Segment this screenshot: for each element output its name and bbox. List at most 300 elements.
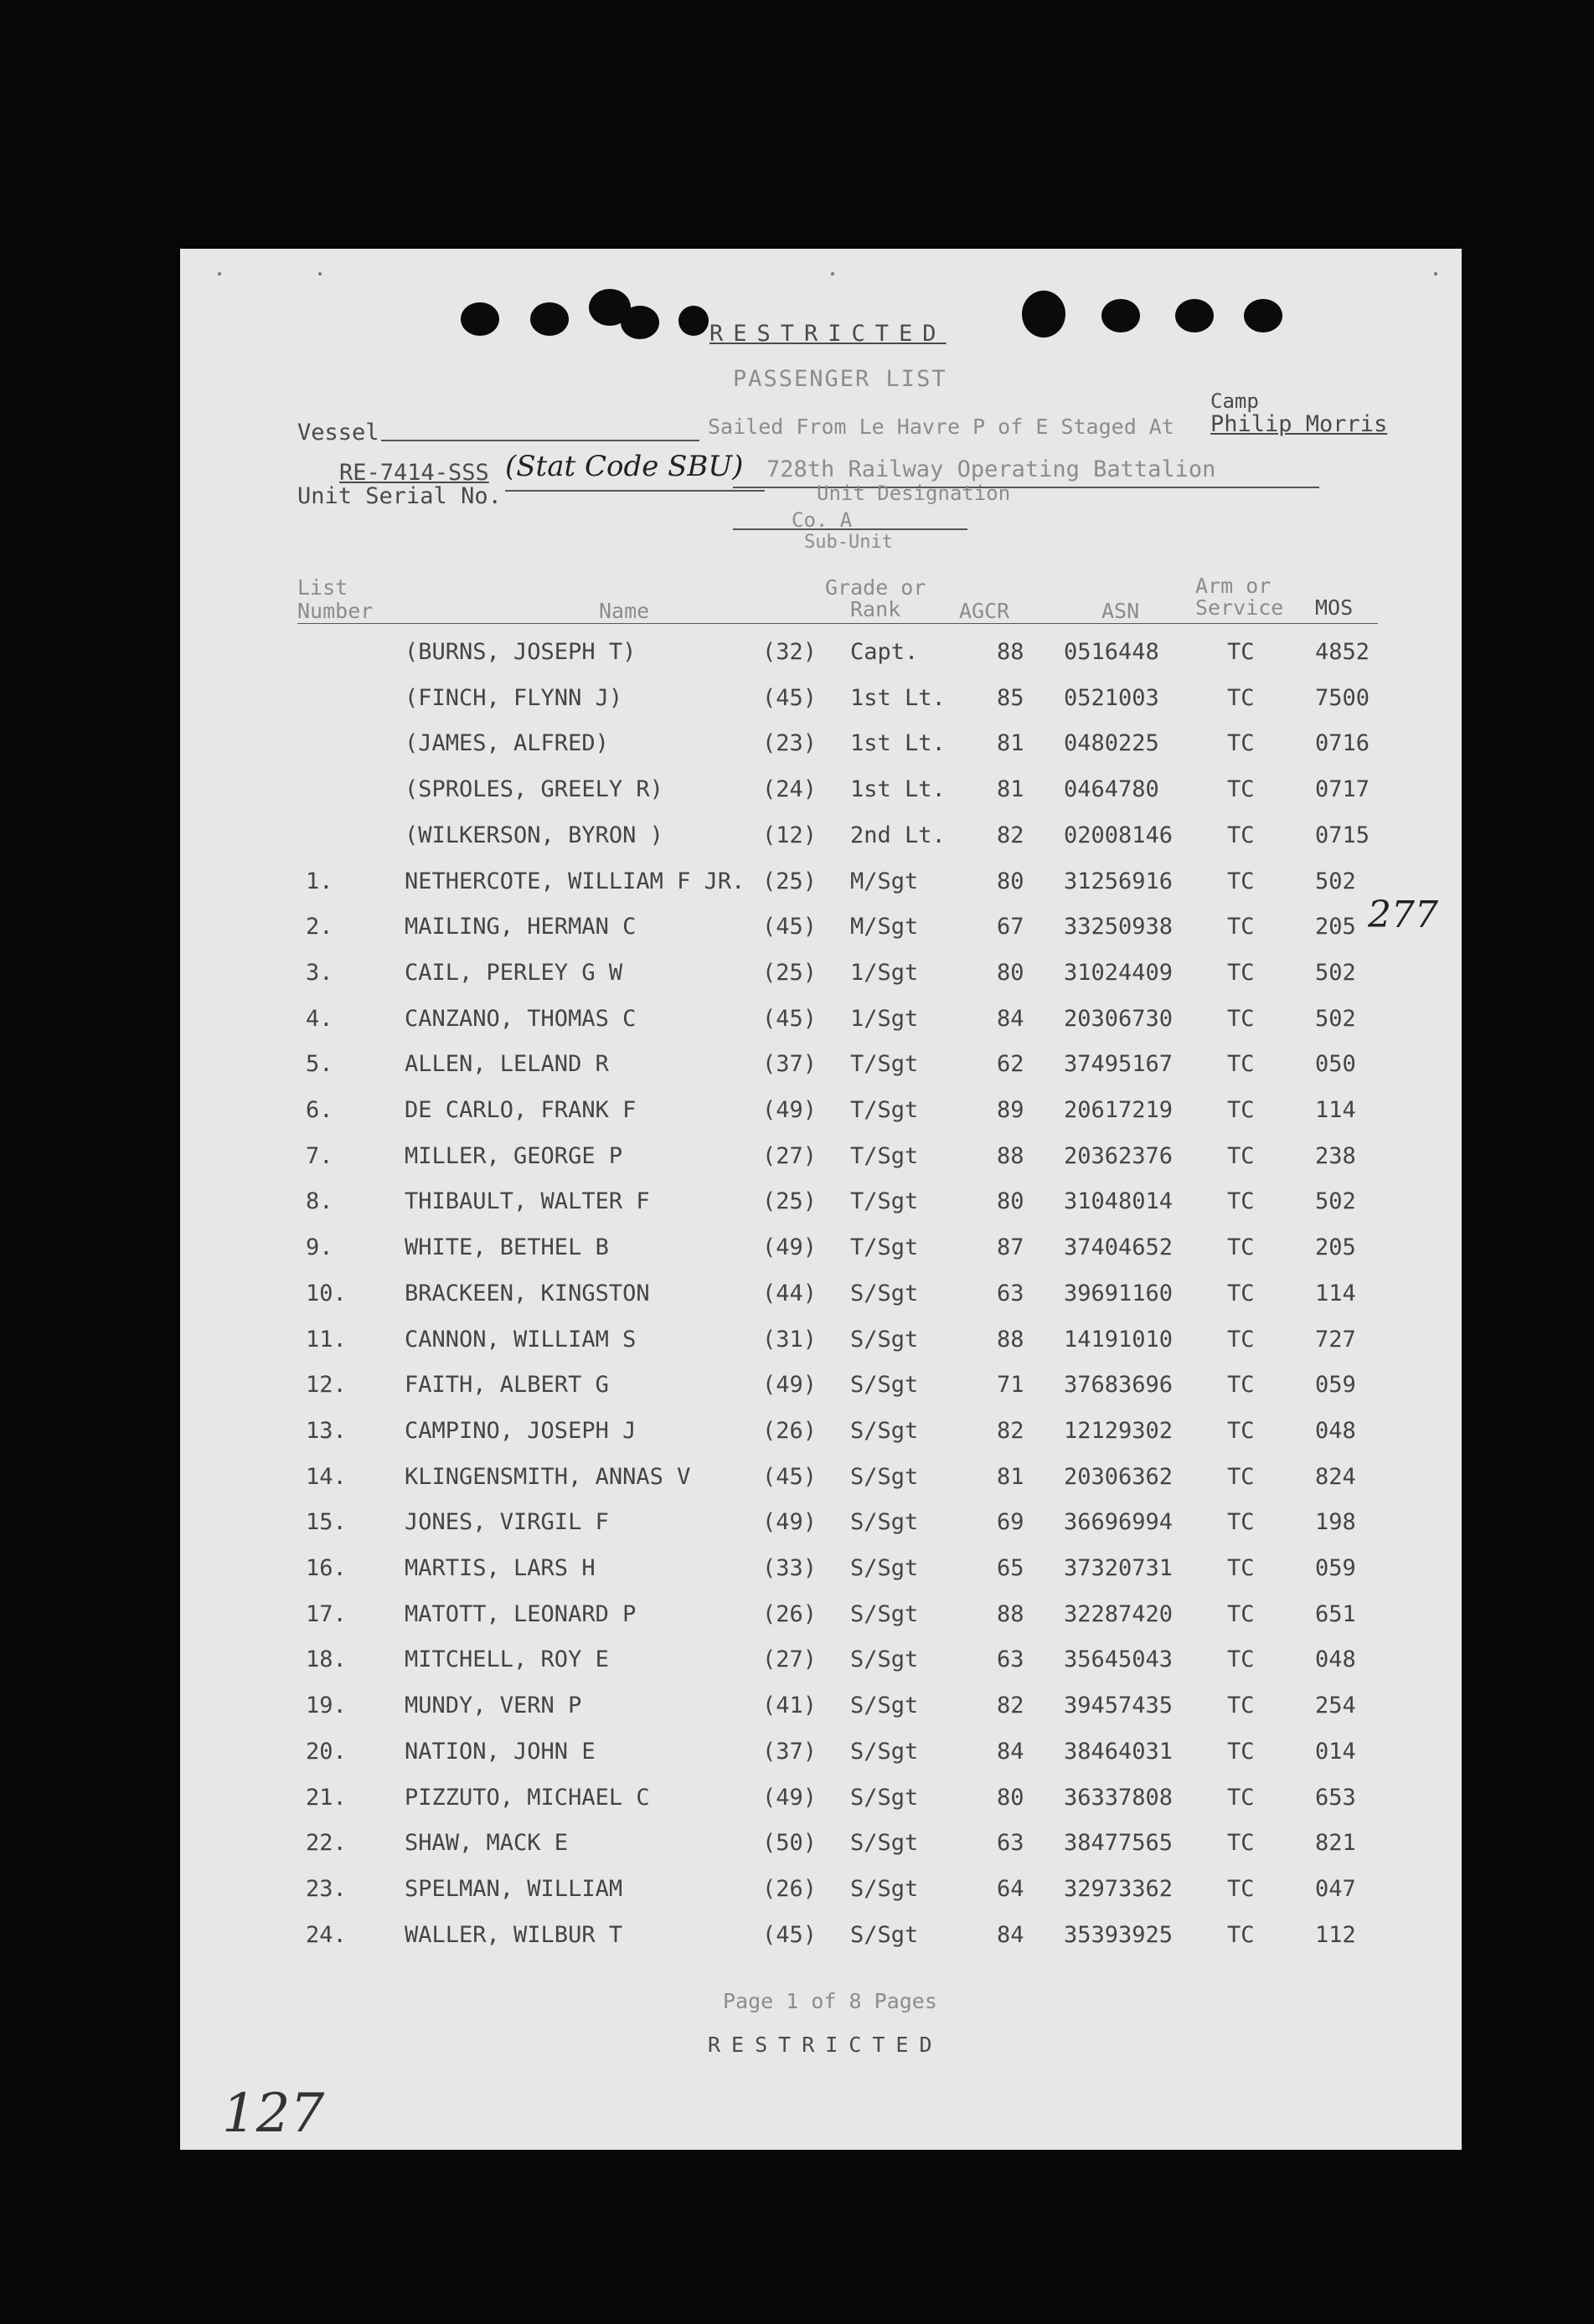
row-rank: Capt.	[850, 639, 919, 665]
row-age: (49)	[762, 1234, 818, 1261]
row-name: BRACKEEN, KINGSTON	[405, 1280, 650, 1306]
row-asn: 38464031	[1064, 1738, 1174, 1765]
row-arm: TC	[1227, 914, 1255, 940]
row-asn: 37495167	[1064, 1051, 1174, 1078]
row-arm: TC	[1227, 1784, 1255, 1811]
stat-code-underline	[505, 490, 765, 492]
row-age: (45)	[762, 1463, 818, 1490]
row-list-number: 19.	[306, 1693, 347, 1719]
row-mos: 0715	[1315, 822, 1370, 848]
row-agcr: 63	[997, 1646, 1024, 1673]
restricted-header: RESTRICTED	[709, 321, 947, 347]
row-mos: 821	[1315, 1830, 1356, 1857]
sub-unit-line	[733, 528, 967, 530]
table-row	[180, 1418, 1462, 1461]
row-asn: 14191010	[1064, 1326, 1174, 1353]
punch-hole	[1244, 299, 1282, 332]
row-rank: S/Sgt	[850, 1875, 919, 1902]
row-name: PIZZUTO, MICHAEL C	[405, 1784, 650, 1811]
row-name: CAIL, PERLEY G W	[405, 959, 623, 986]
row-rank: S/Sgt	[850, 1646, 919, 1673]
row-arm: TC	[1227, 1097, 1255, 1123]
row-agcr: 67	[997, 914, 1024, 940]
row-age: (45)	[762, 684, 818, 711]
row-arm: TC	[1227, 1830, 1255, 1857]
row-agcr: 80	[997, 1784, 1024, 1811]
row-rank: S/Sgt	[850, 1372, 919, 1399]
vessel-line	[381, 440, 699, 441]
table-row	[180, 960, 1462, 1003]
row-rank: S/Sgt	[850, 1693, 919, 1719]
row-agcr: 65	[997, 1555, 1024, 1581]
row-age: (45)	[762, 1005, 818, 1032]
table-row	[180, 1876, 1462, 1919]
row-agcr: 62	[997, 1051, 1024, 1078]
row-list-number: 12.	[306, 1372, 347, 1399]
row-rank: T/Sgt	[850, 1051, 919, 1078]
row-agcr: 82	[997, 1417, 1024, 1444]
row-agcr: 89	[997, 1097, 1024, 1123]
row-arm: TC	[1227, 1600, 1255, 1627]
row-asn: 31048014	[1064, 1188, 1174, 1215]
row-arm: TC	[1227, 868, 1255, 894]
row-asn: 33250938	[1064, 914, 1174, 940]
row-rank: M/Sgt	[850, 914, 919, 940]
row-mos: 014	[1315, 1738, 1356, 1765]
row-agcr: 88	[997, 1326, 1024, 1353]
row-list-number: 9.	[306, 1234, 333, 1261]
table-row	[180, 1646, 1462, 1690]
punch-hole	[621, 306, 659, 339]
row-arm: TC	[1227, 1693, 1255, 1719]
row-asn: 0480225	[1064, 730, 1159, 757]
list-title: PASSENGER LIST	[733, 366, 947, 392]
row-age: (12)	[762, 822, 818, 848]
row-arm: TC	[1227, 730, 1255, 757]
row-asn: 35393925	[1064, 1921, 1174, 1948]
row-mos: 047	[1315, 1875, 1356, 1902]
table-row	[180, 776, 1462, 820]
row-mos: 502	[1315, 959, 1356, 986]
row-name: MATOTT, LEONARD P	[405, 1600, 637, 1627]
row-list-number: 15.	[306, 1509, 347, 1536]
row-list-number: 5.	[306, 1051, 333, 1078]
row-age: (26)	[762, 1417, 818, 1444]
row-rank: S/Sgt	[850, 1417, 919, 1444]
row-list-number: 24.	[306, 1921, 347, 1948]
row-list-number: 10.	[306, 1280, 347, 1306]
row-asn: 0516448	[1064, 639, 1159, 665]
row-name: DE CARLO, FRANK F	[405, 1097, 637, 1123]
row-asn: 39691160	[1064, 1280, 1174, 1306]
row-arm: TC	[1227, 1234, 1255, 1261]
paper-speck	[218, 272, 221, 276]
row-asn: 32973362	[1064, 1875, 1174, 1902]
row-rank: 1st Lt.	[850, 684, 946, 711]
table-row	[180, 1922, 1462, 1966]
unit-name: 728th Railway Operating Battalion	[766, 456, 1216, 482]
row-arm: TC	[1227, 1646, 1255, 1673]
row-arm: TC	[1227, 1280, 1255, 1306]
row-name: WHITE, BETHEL B	[405, 1234, 609, 1261]
row-rank: S/Sgt	[850, 1921, 919, 1948]
table-row	[180, 822, 1462, 866]
table-row	[180, 1693, 1462, 1736]
row-mos: 0716	[1315, 730, 1370, 757]
table-row	[180, 1188, 1462, 1232]
row-name: (JAMES, ALFRED)	[405, 730, 609, 757]
row-mos: 238	[1315, 1142, 1356, 1169]
row-asn: 35645043	[1064, 1646, 1174, 1673]
row-arm: TC	[1227, 1509, 1255, 1536]
row-rank: S/Sgt	[850, 1784, 919, 1811]
row-rank: S/Sgt	[850, 1463, 919, 1490]
row-rank: M/Sgt	[850, 868, 919, 894]
row-name: MILLER, GEORGE P	[405, 1142, 623, 1169]
row-agcr: 69	[997, 1509, 1024, 1536]
row-agcr: 82	[997, 822, 1024, 848]
table-row	[180, 1281, 1462, 1324]
row-arm: TC	[1227, 1555, 1255, 1581]
row-list-number: 22.	[306, 1830, 347, 1857]
table-row	[180, 914, 1462, 957]
row-mos: 254	[1315, 1693, 1356, 1719]
row-name: ALLEN, LELAND R	[405, 1051, 609, 1078]
row-agcr: 71	[997, 1372, 1024, 1399]
unit-serial-number: RE-7414-SSS	[339, 460, 489, 486]
row-asn: 20306362	[1064, 1463, 1174, 1490]
row-agcr: 64	[997, 1875, 1024, 1902]
row-mos: 0717	[1315, 776, 1370, 803]
row-rank: S/Sgt	[850, 1600, 919, 1627]
row-age: (25)	[762, 959, 818, 986]
row-mos: 059	[1315, 1555, 1356, 1581]
row-list-number: 11.	[306, 1326, 347, 1353]
camp-name: Philip Morris	[1210, 411, 1388, 437]
row-agcr: 80	[997, 868, 1024, 894]
row-rank: T/Sgt	[850, 1142, 919, 1169]
row-rank: T/Sgt	[850, 1188, 919, 1215]
paper-speck	[1434, 272, 1437, 276]
row-asn: 36696994	[1064, 1509, 1174, 1536]
row-asn: 32287420	[1064, 1600, 1174, 1627]
table-row	[180, 685, 1462, 729]
col-asn: ASN	[1101, 599, 1140, 623]
row-agcr: 81	[997, 1463, 1024, 1490]
row-age: (49)	[762, 1372, 818, 1399]
punch-hole	[678, 306, 709, 336]
table-row	[180, 1555, 1462, 1599]
row-list-number: 4.	[306, 1005, 333, 1032]
row-name: NATION, JOHN E	[405, 1738, 596, 1765]
row-asn: 0521003	[1064, 684, 1159, 711]
row-rank: T/Sgt	[850, 1097, 919, 1123]
punch-hole	[1101, 299, 1140, 332]
row-agcr: 88	[997, 639, 1024, 665]
row-age: (31)	[762, 1326, 818, 1353]
row-age: (27)	[762, 1646, 818, 1673]
row-asn: 39457435	[1064, 1693, 1174, 1719]
row-mos: 048	[1315, 1417, 1356, 1444]
row-name: KLINGENSMITH, ANNAS V	[405, 1463, 691, 1490]
col-agcr: AGCR	[959, 599, 1010, 623]
row-agcr: 88	[997, 1142, 1024, 1169]
row-name: (SPROLES, GREELY R)	[405, 776, 663, 803]
row-name: SHAW, MACK E	[405, 1830, 569, 1857]
table-row	[180, 1785, 1462, 1828]
table-row	[180, 1327, 1462, 1370]
row-arm: TC	[1227, 959, 1255, 986]
vessel-label: Vessel	[297, 420, 379, 446]
row-mos: 205	[1315, 1234, 1356, 1261]
row-rank: 2nd Lt.	[850, 822, 946, 848]
row-name: CANZANO, THOMAS C	[405, 1005, 637, 1032]
row-age: (49)	[762, 1509, 818, 1536]
col-name: Name	[599, 599, 650, 623]
row-mos: 114	[1315, 1280, 1356, 1306]
page-number: Page 1 of 8 Pages	[723, 1989, 937, 2013]
row-arm: TC	[1227, 1326, 1255, 1353]
table-row	[180, 1006, 1462, 1049]
row-age: (33)	[762, 1555, 818, 1581]
row-asn: 37320731	[1064, 1555, 1174, 1581]
table-row	[180, 868, 1462, 912]
row-arm: TC	[1227, 1921, 1255, 1948]
row-name: MUNDY, VERN P	[405, 1693, 582, 1719]
row-mos: 114	[1315, 1097, 1356, 1123]
row-name: (BURNS, JOSEPH T)	[405, 639, 637, 665]
row-list-number: 8.	[306, 1188, 333, 1215]
row-list-number: 1.	[306, 868, 333, 894]
table-row	[180, 639, 1462, 683]
col-grade-2: Rank	[850, 597, 901, 621]
row-age: (45)	[762, 914, 818, 940]
row-age: (32)	[762, 639, 818, 665]
row-asn: 20617219	[1064, 1097, 1174, 1123]
row-agcr: 84	[997, 1921, 1024, 1948]
row-age: (26)	[762, 1875, 818, 1902]
row-mos: 727	[1315, 1326, 1356, 1353]
row-age: (49)	[762, 1784, 818, 1811]
table-row	[180, 1372, 1462, 1415]
row-asn: 12129302	[1064, 1417, 1174, 1444]
row-mos: 198	[1315, 1509, 1356, 1536]
row-list-number: 7.	[306, 1142, 333, 1169]
row-rank: 1/Sgt	[850, 1005, 919, 1032]
row-name: MAILING, HERMAN C	[405, 914, 637, 940]
col-grade-1: Grade or	[825, 575, 926, 600]
bottom-note-127: 127	[222, 2083, 325, 2145]
row-mos: 502	[1315, 1005, 1356, 1032]
row-mos: 7500	[1315, 684, 1370, 711]
row-arm: TC	[1227, 1372, 1255, 1399]
row-agcr: 85	[997, 684, 1024, 711]
row-age: (37)	[762, 1738, 818, 1765]
row-list-number: 3.	[306, 959, 333, 986]
margin-note-277: 277	[1368, 894, 1438, 936]
row-age: (24)	[762, 776, 818, 803]
row-mos: 050	[1315, 1051, 1356, 1078]
row-name: MARTIS, LARS H	[405, 1555, 596, 1581]
table-row	[180, 1509, 1462, 1553]
row-arm: TC	[1227, 1051, 1255, 1078]
row-asn: 31256916	[1064, 868, 1174, 894]
row-name: JONES, VIRGIL F	[405, 1509, 609, 1536]
row-agcr: 63	[997, 1830, 1024, 1857]
table-row	[180, 1097, 1462, 1141]
row-rank: S/Sgt	[850, 1280, 919, 1306]
row-arm: TC	[1227, 1875, 1255, 1902]
row-arm: TC	[1227, 1738, 1255, 1765]
row-name: (WILKERSON, BYRON )	[405, 822, 663, 848]
row-list-number: 23.	[306, 1875, 347, 1902]
row-list-number: 2.	[306, 914, 333, 940]
row-age: (26)	[762, 1600, 818, 1627]
row-rank: S/Sgt	[850, 1555, 919, 1581]
row-list-number: 16.	[306, 1555, 347, 1581]
row-rank: 1/Sgt	[850, 959, 919, 986]
row-age: (27)	[762, 1142, 818, 1169]
row-agcr: 82	[997, 1693, 1024, 1719]
punch-hole	[530, 302, 569, 336]
stat-code-handwritten: (Stat Code SBU)	[505, 450, 744, 483]
row-arm: TC	[1227, 1188, 1255, 1215]
row-list-number: 18.	[306, 1646, 347, 1673]
row-list-number: 6.	[306, 1097, 333, 1123]
camp-label: Camp	[1210, 389, 1259, 413]
row-asn: 02008146	[1064, 822, 1174, 848]
row-mos: 4852	[1315, 639, 1370, 665]
row-asn: 37683696	[1064, 1372, 1174, 1399]
row-mos: 112	[1315, 1921, 1356, 1948]
table-row	[180, 1830, 1462, 1873]
row-rank: 1st Lt.	[850, 730, 946, 757]
paper-speck	[831, 272, 834, 276]
row-agcr: 80	[997, 959, 1024, 986]
row-name: SPELMAN, WILLIAM	[405, 1875, 623, 1902]
row-agcr: 84	[997, 1738, 1024, 1765]
row-agcr: 87	[997, 1234, 1024, 1261]
row-arm: TC	[1227, 822, 1255, 848]
row-agcr: 81	[997, 730, 1024, 757]
header-rule	[297, 623, 1378, 624]
sailed-from-text: Sailed From Le Havre P of E Staged At	[708, 415, 1174, 439]
paper-speck	[318, 272, 322, 276]
row-name: CANNON, WILLIAM S	[405, 1326, 637, 1353]
row-list-number: 13.	[306, 1417, 347, 1444]
row-agcr: 80	[997, 1188, 1024, 1215]
row-rank: T/Sgt	[850, 1234, 919, 1261]
row-asn: 0464780	[1064, 776, 1159, 803]
row-list-number: 14.	[306, 1463, 347, 1490]
row-agcr: 81	[997, 776, 1024, 803]
unit-designation-label: Unit Designation	[817, 482, 1011, 505]
row-asn: 20362376	[1064, 1142, 1174, 1169]
row-mos: 205	[1315, 914, 1356, 940]
row-name: NETHERCOTE, WILLIAM F JR.	[405, 868, 745, 894]
row-rank: S/Sgt	[850, 1326, 919, 1353]
table-row	[180, 1143, 1462, 1187]
row-mos: 653	[1315, 1784, 1356, 1811]
row-name: MITCHELL, ROY E	[405, 1646, 609, 1673]
row-age: (25)	[762, 868, 818, 894]
row-agcr: 88	[997, 1600, 1024, 1627]
row-age: (25)	[762, 1188, 818, 1215]
table-row	[180, 730, 1462, 774]
table-row	[180, 1464, 1462, 1507]
row-mos: 059	[1315, 1372, 1356, 1399]
row-arm: TC	[1227, 1142, 1255, 1169]
company: Co. A	[792, 508, 853, 532]
row-list-number: 21.	[306, 1784, 347, 1811]
row-list-number: 17.	[306, 1600, 347, 1627]
row-age: (50)	[762, 1830, 818, 1857]
row-name: THIBAULT, WALTER F	[405, 1188, 650, 1215]
col-arm-1: Arm or	[1195, 574, 1272, 598]
row-age: (44)	[762, 1280, 818, 1306]
punch-hole	[461, 302, 499, 336]
row-rank: S/Sgt	[850, 1738, 919, 1765]
table-row	[180, 1234, 1462, 1278]
col-list-number-1: List	[297, 575, 348, 600]
row-arm: TC	[1227, 776, 1255, 803]
row-rank: S/Sgt	[850, 1830, 919, 1857]
row-mos: 502	[1315, 868, 1356, 894]
row-asn: 36337808	[1064, 1784, 1174, 1811]
row-name: CAMPINO, JOSEPH J	[405, 1417, 637, 1444]
row-mos: 502	[1315, 1188, 1356, 1215]
col-mos: MOS	[1315, 595, 1354, 620]
punch-hole	[1022, 291, 1065, 338]
row-mos: 824	[1315, 1463, 1356, 1490]
col-arm-2: Service	[1195, 595, 1284, 620]
sub-unit-label: Sub-Unit	[804, 532, 893, 553]
row-agcr: 84	[997, 1005, 1024, 1032]
restricted-footer: RESTRICTED	[708, 2033, 943, 2057]
row-name: FAITH, ALBERT G	[405, 1372, 609, 1399]
row-mos: 048	[1315, 1646, 1356, 1673]
row-age: (49)	[762, 1097, 818, 1123]
document-page	[180, 249, 1462, 2150]
row-agcr: 63	[997, 1280, 1024, 1306]
col-list-number-2: Number	[297, 599, 374, 623]
row-name: (FINCH, FLYNN J)	[405, 684, 623, 711]
row-age: (41)	[762, 1693, 818, 1719]
row-arm: TC	[1227, 639, 1255, 665]
row-arm: TC	[1227, 1417, 1255, 1444]
row-asn: 20306730	[1064, 1005, 1174, 1032]
row-arm: TC	[1227, 684, 1255, 711]
row-age: (23)	[762, 730, 818, 757]
row-age: (37)	[762, 1051, 818, 1078]
table-row	[180, 1601, 1462, 1645]
row-asn: 37404652	[1064, 1234, 1174, 1261]
row-age: (45)	[762, 1921, 818, 1948]
row-arm: TC	[1227, 1005, 1255, 1032]
row-mos: 651	[1315, 1600, 1356, 1627]
row-asn: 38477565	[1064, 1830, 1174, 1857]
row-rank: S/Sgt	[850, 1509, 919, 1536]
table-row	[180, 1739, 1462, 1782]
row-asn: 31024409	[1064, 959, 1174, 986]
row-rank: 1st Lt.	[850, 776, 946, 803]
unit-serial-label: Unit Serial No.	[297, 483, 502, 509]
row-list-number: 20.	[306, 1738, 347, 1765]
table-row	[180, 1051, 1462, 1095]
row-name: WALLER, WILBUR T	[405, 1921, 623, 1948]
punch-hole	[1175, 299, 1214, 332]
row-arm: TC	[1227, 1463, 1255, 1490]
